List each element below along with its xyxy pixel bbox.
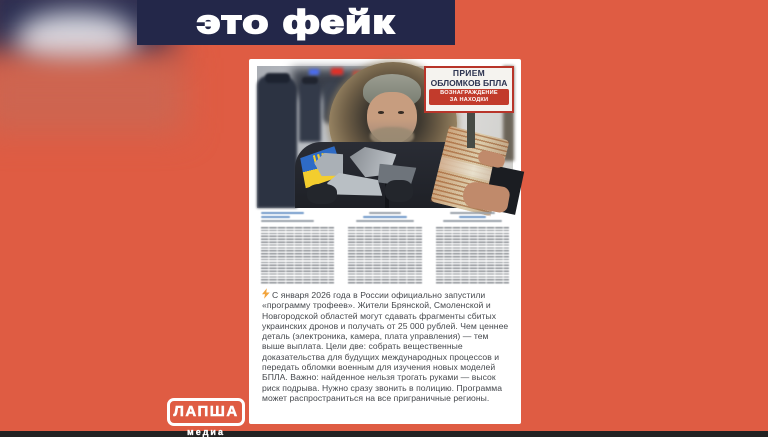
blurred-text-line xyxy=(450,212,495,214)
police-officer-silhouette xyxy=(299,80,321,142)
blurred-source-posts xyxy=(261,211,509,285)
blurred-doc-header xyxy=(261,211,334,225)
glove xyxy=(385,180,413,202)
police-light-blue-icon xyxy=(309,69,319,75)
blurred-link-line xyxy=(261,216,290,218)
fake-banner xyxy=(137,0,455,45)
eye xyxy=(398,111,404,114)
sign-line1: ПРИЕМ xyxy=(452,68,486,78)
eye xyxy=(378,111,384,114)
glove xyxy=(307,184,337,204)
photo xyxy=(257,66,513,208)
blurred-link-line xyxy=(459,216,485,218)
blurred-text-line xyxy=(356,220,413,222)
blurred-doc-header xyxy=(436,211,509,225)
lapsha-media-logo xyxy=(167,398,245,437)
police-officer-cap xyxy=(265,73,290,83)
logo-wordmark: ЛАПША xyxy=(167,398,245,426)
lightning-emoji-icon xyxy=(262,288,270,298)
blurred-text-line xyxy=(369,212,402,214)
blurred-link-line xyxy=(363,216,407,218)
debunk-paragraph xyxy=(262,288,509,403)
debris-collection-sign xyxy=(424,66,514,113)
blurred-document-3 xyxy=(436,211,509,285)
reward-band xyxy=(429,89,509,106)
fake-banner-label: это фейк xyxy=(197,3,395,40)
blurred-text-line xyxy=(443,220,502,222)
blurred-text-line xyxy=(261,220,314,222)
blurred-link-line xyxy=(261,212,304,214)
blurred-edge-fill xyxy=(0,0,140,431)
blurred-document-1 xyxy=(261,211,334,285)
blurred-doc-text xyxy=(436,227,509,285)
sign-line2: ОБЛОМКОВ БПЛА xyxy=(430,77,508,88)
post-card xyxy=(249,59,521,424)
reward-line2: ЗА НАХОДКИ xyxy=(449,96,489,103)
blurred-doc-header xyxy=(348,211,421,225)
police-light-red-icon xyxy=(331,68,343,75)
blurred-orange-blob xyxy=(0,58,185,133)
police-officer-cap xyxy=(302,77,318,84)
debunk-text: С января 2026 года в России официально запустили «программу трофеев». Жители Брянской, Смоленской и Новгородской областей могут сдавать фрагменты сбитых украинских дронов и получать от 25 000 рублей. Чем ценнее деталь (электроника, камера, плата управления) — тем выше выплата. Цели две: собрать вещественные доказательства для будущих международных процессов и передать обломки военным для изучения новых моделей БПЛА. Важно: найденное нельзя трогать руками — высок риск подрыва. Нужно сразу звонить в полицию. Программа может распространиться на все приграничные регионы. xyxy=(262,290,509,403)
blurred-doc-text xyxy=(348,227,421,285)
sign-post xyxy=(467,112,475,148)
logo-subtitle: медиа xyxy=(187,427,225,437)
blurred-doc-text xyxy=(261,227,334,285)
police-officer-silhouette xyxy=(257,76,297,208)
reward-line1: ВОЗНАГРАЖДЕНИЕ xyxy=(440,90,498,96)
blurred-document-2 xyxy=(348,211,421,285)
